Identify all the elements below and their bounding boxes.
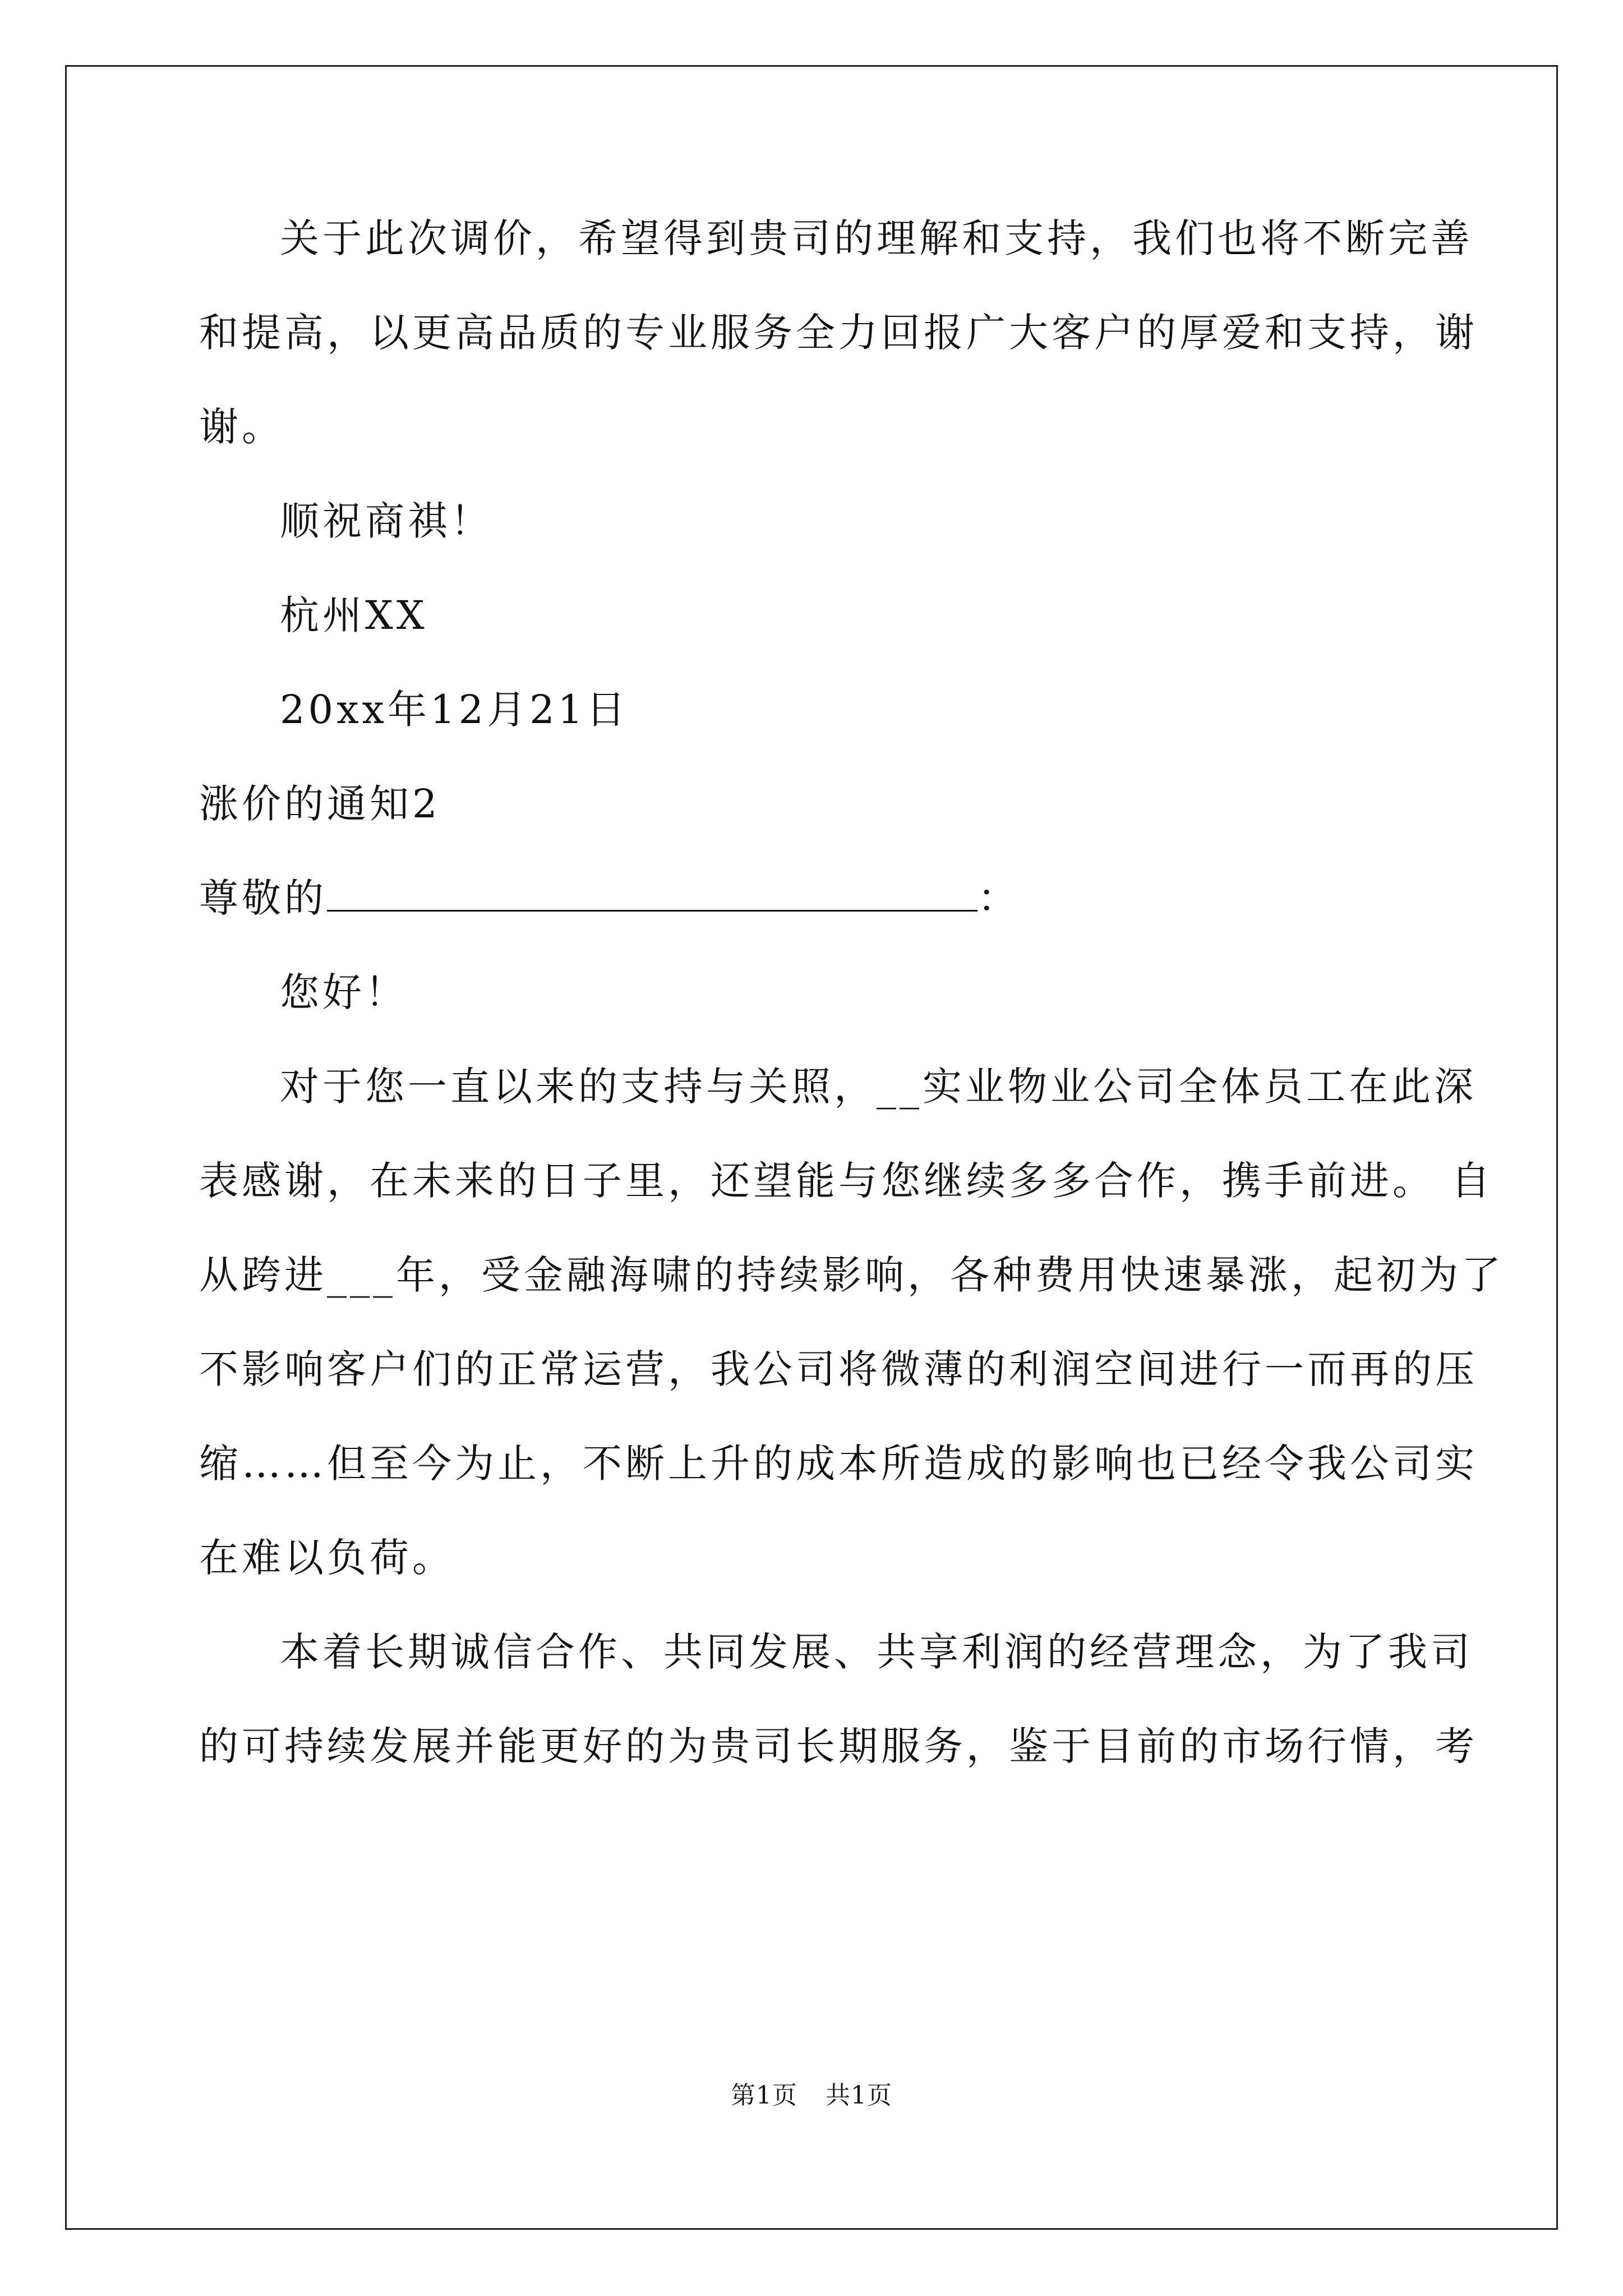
paragraph-line: 谢。 (199, 404, 284, 450)
paragraph-line: 和提高，以更高品质的专业服务全力回报广大客户的厚爱和支持，谢 (199, 310, 1478, 356)
salutation-text: 尊敬的 (199, 875, 327, 921)
paragraph-line: 不影响客户们的正常运营，我公司将微薄的利润空间进行一而再的压 (199, 1346, 1478, 1392)
page-number: 第1页 (731, 2081, 797, 2110)
paragraph-line: 表感谢，在未来的日子里，还望能与您继续多多合作，携手前进。 自 (199, 1158, 1494, 1204)
section-title: 涨价的通知2 (199, 781, 441, 827)
page-total: 共1页 (826, 2081, 892, 2110)
paragraph-line: 关于此次调价，希望得到贵司的理解和支持，我们也将不断完善 (280, 215, 1473, 261)
salutation-colon: ： (978, 875, 1020, 921)
paragraph-line: 的可持续发展并能更好的为贵司长期服务，鉴于目前的市场行情，考 (199, 1723, 1478, 1769)
page-border (65, 65, 1558, 2230)
paragraph-line: 缩……但至今为止，不断上升的成本所造成的影响也已经令我公司实 (199, 1441, 1478, 1487)
paragraph-line: 对于您一直以来的支持与关照，__实业物业公司全体员工在此深 (280, 1064, 1477, 1110)
letter-date: 20xx年12月21日 (280, 687, 629, 733)
sender-name: 杭州XX (280, 592, 428, 638)
paragraph-line: 从跨进___年，受金融海啸的持续影响，各种费用快速暴涨，起初为了 (199, 1252, 1504, 1298)
closing-greeting: 顺祝商祺！ (280, 498, 493, 544)
greeting: 您好！ (280, 969, 408, 1015)
recipient-blank (327, 873, 978, 912)
page-footer (0, 2079, 1623, 2113)
salutation-line (199, 867, 1020, 929)
paragraph-line: 在难以负荷。 (199, 1535, 455, 1581)
paragraph-line: 本着长期诚信合作、共同发展、共享利润的经营理念，为了我司 (280, 1629, 1473, 1675)
